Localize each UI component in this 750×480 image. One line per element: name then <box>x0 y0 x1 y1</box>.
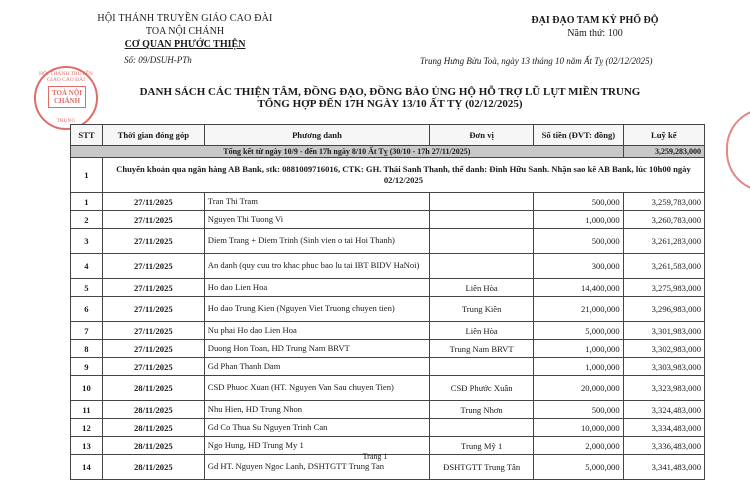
cell-stt: 5 <box>71 279 103 297</box>
cell-name: Ho dao Trung Kien (Nguyen Viet Truong chuyen tien) <box>204 297 429 322</box>
cell-amount: 300,000 <box>534 254 624 279</box>
cell-name: Ho dao Lien Hoa <box>204 279 429 297</box>
header-year: Năm thứ: 100 <box>567 28 623 39</box>
cell-date: 27/11/2025 <box>102 211 204 229</box>
cell-date: 27/11/2025 <box>102 254 204 279</box>
cell-stt: 6 <box>71 297 103 322</box>
table-row <box>71 229 705 254</box>
total-label: Tổng kết từ ngày 10/9 - đến 17h ngày 8/10 Ất Tỵ (30/10 - 17h 27/11/2025) <box>71 146 624 158</box>
cell-date: 27/11/2025 <box>102 297 204 322</box>
cell-stt: 2 <box>71 211 103 229</box>
cell-stt: 13 <box>71 437 103 455</box>
cell-unit: Liên Hòa <box>430 279 534 297</box>
edge-seal-stamp <box>726 108 750 192</box>
cell-name: Diem Trang + Diem Trinh (Sinh vien o tai Hoi Thanh) <box>204 229 429 254</box>
cell-unit: Liên Hòa <box>430 322 534 340</box>
cell-date: 28/11/2025 <box>102 376 204 401</box>
cell-amount: 500,000 <box>534 193 624 211</box>
cell-unit <box>430 229 534 254</box>
cell-stt: 9 <box>71 358 103 376</box>
table-row <box>71 193 705 211</box>
cell-unit: Trung Mỹ 1 <box>430 437 534 455</box>
cell-unit: Trung Nhơn <box>430 401 534 419</box>
cell-amount: 21,000,000 <box>534 297 624 322</box>
table-row <box>71 297 705 322</box>
seal-ring-text: HỘI THÁNH TRUYỀN GIÁO CAO ĐÀI <box>39 71 93 83</box>
cell-name: An danh (quy cuu tro khac phuc bao lu tai IBT BIDV HaNoi) <box>204 254 429 279</box>
cell-date: 27/11/2025 <box>102 193 204 211</box>
cell-unit: Trung Nam BRVT <box>430 340 534 358</box>
cell-cumulative: 3,260,783,000 <box>623 211 704 229</box>
cell-unit <box>430 211 534 229</box>
cell-stt: 10 <box>71 376 103 401</box>
cell-amount: 2,000,000 <box>534 437 624 455</box>
cell-stt: 7 <box>71 322 103 340</box>
col-amount: Số tiền (ĐVT: đồng) <box>534 125 624 146</box>
cell-amount: 1,000,000 <box>534 211 624 229</box>
cell-cumulative: 3,261,283,000 <box>623 229 704 254</box>
cell-amount: 14,400,000 <box>534 279 624 297</box>
department-name: CƠ QUAN PHƯỚC THIỆN <box>124 39 246 50</box>
cell-stt: 8 <box>71 340 103 358</box>
col-name: Phương danh <box>204 125 429 146</box>
cell-date: 27/11/2025 <box>102 322 204 340</box>
cell-date: 28/11/2025 <box>102 437 204 455</box>
col-date: Thời gian đóng góp <box>102 125 204 146</box>
title-line-2: TỔNG HỢP ĐẾN 17H NGÀY 13/10 ẤT TỴ (02/12/2025) <box>257 98 523 110</box>
cell-stt: 3 <box>71 229 103 254</box>
cell-cumulative: 3,301,983,000 <box>623 322 704 340</box>
bank-note-row <box>71 158 705 193</box>
cell-amount: 1,000,000 <box>534 358 624 376</box>
org-sub: TOA NỘI CHÁNH <box>145 26 225 37</box>
header-motto: ĐẠI ĐẠO TAM KỲ PHỔ ĐỘ <box>531 15 659 26</box>
cell-date: 28/11/2025 <box>102 401 204 419</box>
cell-date: 27/11/2025 <box>102 340 204 358</box>
seal-center-text: TOÀ NỘI CHÁNH <box>48 86 86 108</box>
cell-name: Gd HT. Nguyen Ngoc Lanh, DSHTGTT Trung Tan <box>204 455 429 480</box>
table-header-row <box>71 125 705 146</box>
col-cumulative: Luỹ kế <box>623 125 704 146</box>
table-row <box>71 322 705 340</box>
cell-cumulative: 3,303,983,000 <box>623 358 704 376</box>
bank-note-text: Chuyển khoản qua ngân hàng AB Bank, stk: 0881009716016, CTK: GH. Thái Sanh Thanh, thể danh: Đinh Hữu Sanh. Nhận sao kê AB Bank, lúc 10h00 ngày 02/12/2025 <box>102 158 704 193</box>
table-row <box>71 340 705 358</box>
table-row <box>71 376 705 401</box>
col-stt: STT <box>71 125 103 146</box>
cell-amount: 500,000 <box>534 229 624 254</box>
cell-date: 28/11/2025 <box>102 419 204 437</box>
cell-unit: ĐSHTGTT Trung Tân <box>430 455 534 480</box>
table-row <box>71 358 705 376</box>
cell-name: Gd Phan Thanh Dam <box>204 358 429 376</box>
table-row <box>71 211 705 229</box>
cell-date: 27/11/2025 <box>102 279 204 297</box>
cell-amount: 500,000 <box>534 401 624 419</box>
cell-name: CSD Phuoc Xuan (HT. Nguyen Van Sau chuyen Tien) <box>204 376 429 401</box>
total-row <box>71 146 705 158</box>
cell-cumulative: 3,275,983,000 <box>623 279 704 297</box>
cell-cumulative: 3,259,783,000 <box>623 193 704 211</box>
cell-unit <box>430 254 534 279</box>
document-dateline: Trung Hưng Bửu Toà, ngày 13 tháng 10 năm Ất Tỵ (02/12/2025) <box>420 56 653 66</box>
cell-cumulative: 3,302,983,000 <box>623 340 704 358</box>
header-left <box>60 12 310 67</box>
cell-unit: CSĐ Phước Xuân <box>430 376 534 401</box>
header-right <box>495 14 695 40</box>
cell-name: Duong Hon Toan, HD Trung Nam BRVT <box>204 340 429 358</box>
cell-name: Gd Co Thua Su Nguyen Trinh Can <box>204 419 429 437</box>
cell-cumulative: 3,334,483,000 <box>623 419 704 437</box>
cell-stt: 11 <box>71 401 103 419</box>
page-footer: Trang 1 <box>362 452 388 461</box>
cell-name: Nguyen Thi Tuong Vi <box>204 211 429 229</box>
cell-amount: 10,000,000 <box>534 419 624 437</box>
cell-date: 27/11/2025 <box>102 229 204 254</box>
cell-amount: 5,000,000 <box>534 455 624 480</box>
cell-cumulative: 3,323,983,000 <box>623 376 704 401</box>
seal-bottom-text: TRUNG <box>56 118 76 124</box>
cell-stt: 14 <box>71 455 103 480</box>
cell-amount: 20,000,000 <box>534 376 624 401</box>
cell-unit <box>430 419 534 437</box>
cell-stt: 1 <box>71 193 103 211</box>
cell-cumulative: 3,336,483,000 <box>623 437 704 455</box>
red-seal-stamp <box>34 66 98 130</box>
cell-date: 28/11/2025 <box>102 455 204 480</box>
cell-cumulative: 3,341,483,000 <box>623 455 704 480</box>
cell-stt: 12 <box>71 419 103 437</box>
cell-cumulative: 3,261,583,000 <box>623 254 704 279</box>
total-value: 3,259,283,000 <box>623 146 704 158</box>
note-stt: 1 <box>71 158 103 193</box>
cell-name: Nu phai Ho dao Lien Hoa <box>204 322 429 340</box>
col-unit: Đơn vị <box>430 125 534 146</box>
cell-name: Tran Thi Tram <box>204 193 429 211</box>
org-name: HỘI THÁNH TRUYỀN GIÁO CAO ĐÀI <box>97 13 273 24</box>
table-row <box>71 419 705 437</box>
donation-table <box>70 124 705 480</box>
table-row <box>71 279 705 297</box>
cell-unit <box>430 193 534 211</box>
cell-unit: Trung Kiên <box>430 297 534 322</box>
cell-unit <box>430 358 534 376</box>
table-row <box>71 401 705 419</box>
cell-cumulative: 3,324,483,000 <box>623 401 704 419</box>
table-row <box>71 254 705 279</box>
cell-name: Ngo Hung, HD Trung My 1 <box>204 437 429 455</box>
cell-date: 27/11/2025 <box>102 358 204 376</box>
cell-name: Nhu Hien, HD Trung Nhon <box>204 401 429 419</box>
cell-amount: 5,000,000 <box>534 322 624 340</box>
cell-cumulative: 3,296,983,000 <box>623 297 704 322</box>
document-title <box>100 86 680 110</box>
title-line-1: DANH SÁCH CÁC THIỆN TÂM, ĐỒNG ĐẠO, ĐỒNG BÀO ỦNG HỘ HỖ TRỢ LŨ LỤT MIỀN TRUNG <box>139 86 641 98</box>
cell-stt: 4 <box>71 254 103 279</box>
document-reference: Số: 09/DSUH-PTh <box>124 55 192 65</box>
cell-amount: 1,000,000 <box>534 340 624 358</box>
